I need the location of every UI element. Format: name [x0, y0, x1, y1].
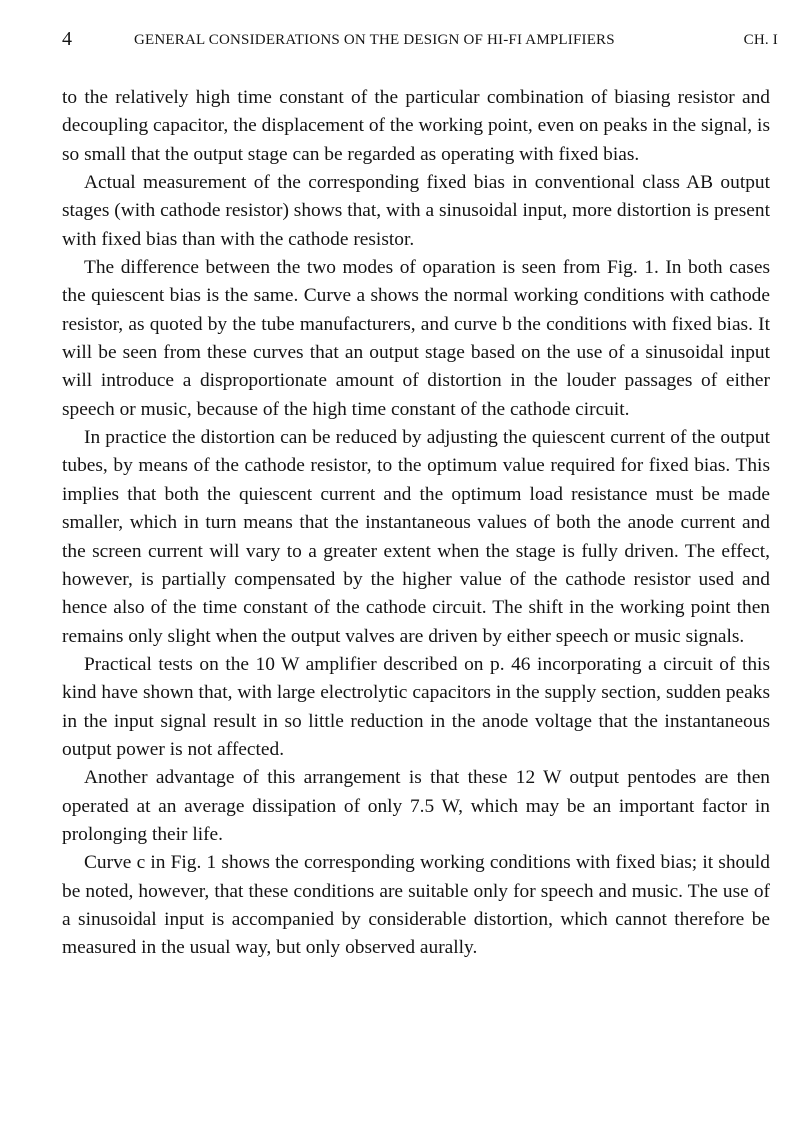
paragraph-4: In practice the distortion can be reduced by adjusting the quiescent current of the output tubes, by means of the cathode resistor, to the optimum value required for fixed bias. This implies that both the quiescent current and the optimum load resistance must be made smaller, which in turn means that the instantaneous values of both the anode current and the screen current will vary to a greater extent when the stage is fully driven. The effect, however, is partially compensated by the higher value of the cathode resistor used and hence also of the time constant of the cathode circuit. The shift in the working point then remains only slight when the output valves are driven by either speech or music signals.	[62, 427, 770, 647]
page-number: 4	[62, 28, 73, 50]
running-header	[62, 28, 778, 56]
paragraph-6: Another advantage of this arrangement is that these 12 W output pentodes are then operated at an average dissipation of only 7.5 W, which may be an important factor in prolonging their life.	[62, 767, 770, 845]
paragraph-1: to the relatively high time constant of the particular combination of biasing resistor and decoupling capacitor, the displacement of the working point, even on peaks in the signal, is so small that the output stage can be regarded as operating with fixed bias.	[62, 87, 770, 165]
paragraph-7: Curve c in Fig. 1 shows the corresponding working conditions with fixed bias; it should be noted, however, that these conditions are suitable only for speech and music. The use of a sinusoidal input is accompanied by considerable distortion, which cannot therefore be measured in the usual way, but only observed aurally.	[62, 852, 770, 959]
paragraph-3: The difference between the two modes of oparation is seen from Fig. 1. In both cases the quiescent bias is the same. Curve a shows the normal working conditions with cathode resistor, as quoted by the tube manufacturers, and curve b the conditions with fixed bias. It will be seen from these curves that an output stage based on the use of a sinusoidal input will introduce a disproportionate amount of distortion in the louder passages of either speech or music, because of the high time constant of the cathode circuit.	[62, 257, 770, 420]
paragraph-5: Practical tests on the 10 W amplifier described on p. 46 incorporating a circuit of this kind have shown that, with large electrolytic capacitors in the supply section, sudden peaks in the input signal result in so little reduction in the anode voltage that the instantaneous output power is not affected.	[62, 653, 770, 760]
body-text	[62, 84, 770, 963]
chapter-label: CH. I	[743, 32, 778, 48]
paragraph-2: Actual measurement of the corresponding fixed bias in conventional class AB output stages (with cathode resistor) shows that, with a sinusoidal input, more distortion is present with fixed bias than with the cathode resistor.	[62, 172, 770, 250]
running-title: GENERAL CONSIDERATIONS ON THE DESIGN OF HI-FI AMPLIFIERS	[134, 32, 615, 48]
